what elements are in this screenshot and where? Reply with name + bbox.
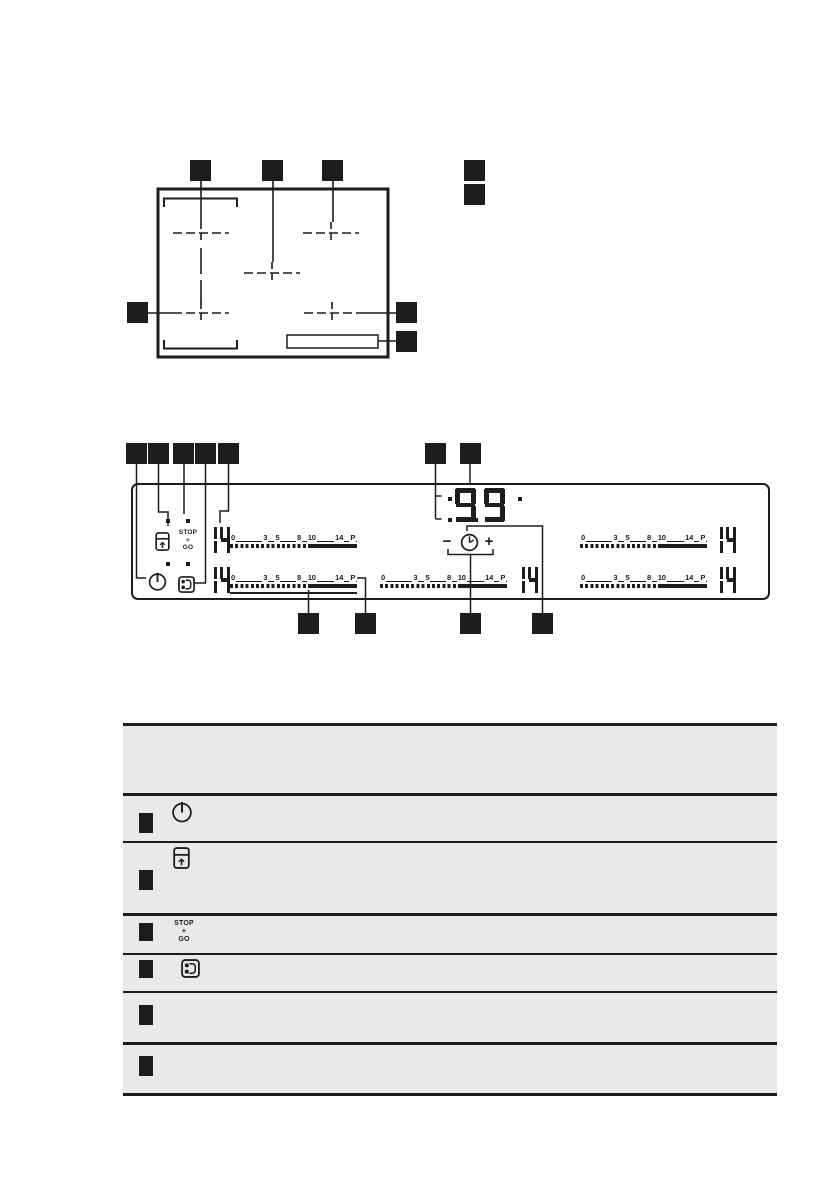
scale-tick-label: 5 — [425, 573, 430, 582]
scale-tick-label: P — [700, 573, 706, 582]
heat-level-display — [712, 566, 737, 594]
flex-zone-bracket-top — [164, 199, 237, 208]
scale-tick-label: 8 — [647, 533, 652, 542]
timer-clock-icon — [460, 533, 479, 552]
control-panel — [131, 483, 770, 600]
minus-control: − — [442, 533, 452, 550]
heat-level-display — [514, 566, 539, 594]
stopgo-line2: + — [186, 536, 190, 544]
scale-tick-label: 3 — [613, 533, 618, 542]
power-icon — [171, 801, 193, 823]
callout-square — [425, 443, 446, 464]
scale-tick-label: P — [700, 533, 706, 542]
plus-control: + — [484, 533, 494, 550]
stopgo-line2: + — [181, 928, 187, 935]
scale-tick-label: 10 — [457, 573, 466, 582]
callout-square — [148, 443, 169, 464]
scale-underline — [230, 592, 357, 594]
heat-level-display — [206, 526, 231, 554]
scale-tick-label: 14 — [335, 573, 344, 582]
scale-tick-label: 8 — [647, 573, 652, 582]
callout-square — [218, 443, 239, 464]
callout-square — [355, 613, 376, 634]
scale-tick-label: 0 — [231, 533, 235, 542]
scale-tick-label: 14 — [685, 533, 694, 542]
table-row — [123, 955, 777, 993]
callout-square — [460, 443, 481, 464]
power-scale — [230, 573, 357, 595]
callout-square — [464, 184, 485, 205]
callout-square — [298, 613, 319, 634]
indicator-dot — [166, 562, 170, 566]
scale-tick-label: 3 — [613, 573, 618, 582]
bridge-icon — [181, 959, 200, 978]
callout-square — [173, 443, 194, 464]
hob-control-strip — [287, 335, 378, 348]
table-header-row — [123, 726, 777, 796]
bridge-icon — [178, 576, 195, 593]
scale-tick-label: 3 — [413, 573, 418, 582]
power-scale — [580, 573, 707, 595]
callout-square — [190, 160, 211, 181]
callout-square — [322, 160, 343, 181]
scale-tick-label: 8 — [297, 533, 302, 542]
scale-tick-label: 0 — [581, 573, 585, 582]
indicator-dot — [474, 518, 478, 522]
callout-square — [396, 331, 417, 352]
scale-tick-label: 3 — [263, 573, 268, 582]
scale-tick-label: P — [350, 573, 356, 582]
scale-tick-label: 3 — [263, 533, 268, 542]
callout-square — [396, 302, 417, 323]
callout-square — [262, 160, 283, 181]
scale-tick-label: 5 — [275, 533, 280, 542]
lock-icon — [155, 532, 170, 551]
scale-tick-label: 14 — [335, 533, 344, 542]
scale-tick-label: P — [350, 533, 356, 542]
indicator-dot — [186, 519, 190, 523]
power-icon — [148, 572, 167, 591]
scale-tick-label: 10 — [657, 573, 666, 582]
scale-tick-label: 8 — [297, 573, 302, 582]
power-scale — [580, 533, 707, 555]
legend-table — [123, 723, 777, 1096]
scale-tick-label: 8 — [447, 573, 452, 582]
callout-square — [532, 613, 553, 634]
scale-tick-label: 5 — [625, 533, 630, 542]
callout-square — [460, 613, 481, 634]
power-scale — [380, 573, 507, 595]
lock-icon — [173, 847, 190, 869]
scale-tick-label: 5 — [625, 573, 630, 582]
stopgo-line1: STOP — [178, 529, 198, 536]
scale-tick-label: P — [500, 573, 506, 582]
scale-tick-label: 14 — [685, 573, 694, 582]
heat-level-display — [206, 566, 231, 594]
table-row — [123, 796, 777, 843]
scale-tick-label: 5 — [275, 573, 280, 582]
callout-square — [195, 443, 216, 464]
power-scale — [230, 533, 357, 555]
stop-and-go-control — [169, 920, 199, 944]
scale-tick-label: 0 — [231, 573, 235, 582]
scale-tick-label: 10 — [307, 533, 316, 542]
scale-tick-label: 10 — [307, 573, 316, 582]
callout-square — [139, 923, 153, 941]
scale-tick-label: 0 — [581, 533, 585, 542]
callout-square — [139, 960, 153, 978]
callout-square — [139, 870, 153, 890]
scale-tick-label: 0 — [381, 573, 385, 582]
cooking-zone-crosses — [173, 222, 360, 324]
table-row — [123, 993, 777, 1045]
table-row — [123, 916, 777, 955]
stopgo-line1: STOP — [174, 920, 194, 927]
indicator-dot — [186, 562, 190, 566]
stopgo-line3: GO — [182, 544, 194, 551]
indicator-dot — [448, 497, 452, 501]
flex-zone-bracket-bottom — [164, 340, 237, 349]
indicator-dot — [518, 497, 522, 501]
indicator-dot — [448, 518, 452, 522]
heat-level-display — [712, 526, 737, 554]
hob-outline — [158, 189, 388, 357]
table-row — [123, 1045, 777, 1096]
indicator-dot — [166, 519, 170, 523]
indicator-dot — [491, 518, 495, 522]
callout-square — [139, 1005, 153, 1025]
callout-square — [464, 160, 485, 181]
scale-tick-label: 10 — [657, 533, 666, 542]
stop-and-go-control — [175, 529, 201, 552]
callout-square — [127, 302, 148, 323]
callout-square — [139, 813, 153, 833]
timer-display — [455, 488, 505, 522]
table-row — [123, 843, 777, 916]
callout-square — [126, 443, 147, 464]
scale-tick-label: 14 — [485, 573, 494, 582]
hob-callout-lines — [148, 181, 396, 341]
stopgo-line3: GO — [178, 936, 190, 943]
callout-square — [139, 1056, 153, 1076]
